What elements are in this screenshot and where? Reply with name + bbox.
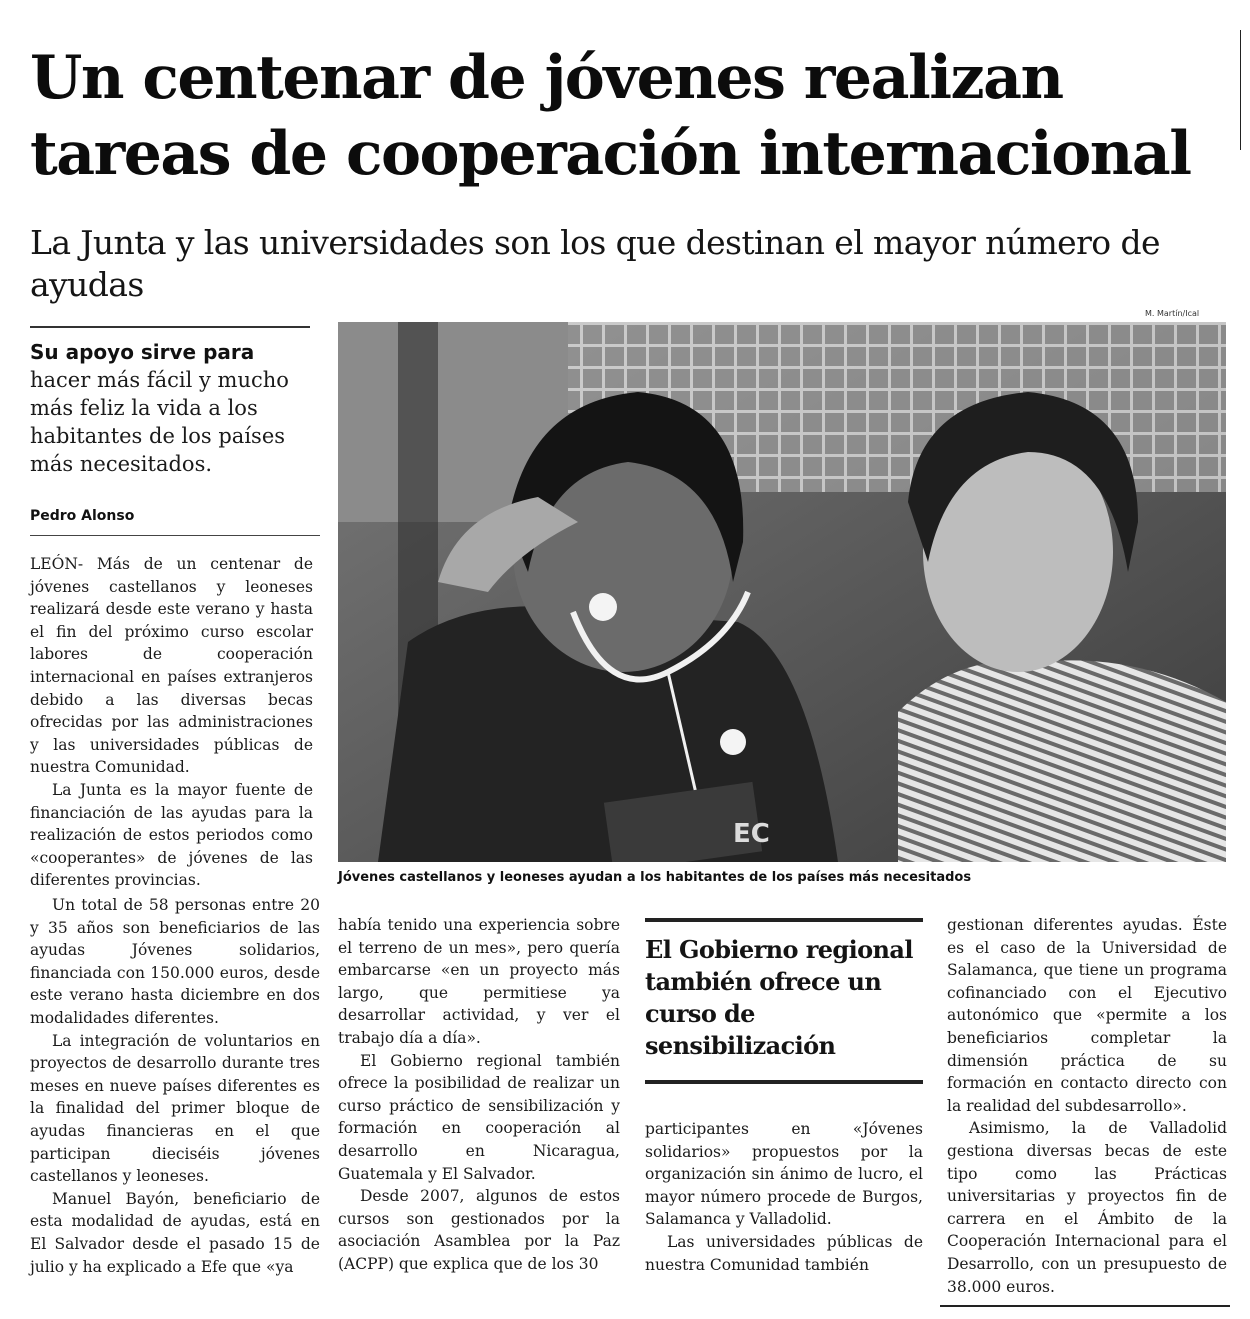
byline-rule [30, 535, 320, 536]
paragraph: participantes en «Jóvenes solidarios» propuestos por la organización sin ánimo de lucro, el mayor número procede de Burgos, Salamanca y Valladolid. [645, 1120, 923, 1229]
article-photo [338, 322, 1226, 862]
paragraph: Asimismo, la de Valladolid gestiona diversas becas de este tipo como las Prácticas universitarias y proyectos fin de carrera en el Ámbito de la Cooperación Internacional para el Desarrollo, con un presupuesto de 38.000 euros. [947, 1119, 1227, 1296]
paragraph: La Junta es la mayor fuente de financiación de las ayudas para la realización de estos periodos como «cooperantes» de jóvenes de las diferentes provincias. [30, 780, 313, 890]
sidebar-box-rule-top [645, 918, 923, 922]
photo-illustration [338, 322, 1226, 862]
lead-bold-text: Su apoyo sirve para [30, 340, 255, 364]
paragraph: gestionan diferentes ayudas. Éste es el caso de la Universidad de Salamanca, que tiene un programa cofinanciado con el Ejecutivo autonómico que «permite a los beneficiarios completar la dimensión práctica de su formación en contacto directo con la realidad del subdesarrollo». [947, 916, 1227, 1115]
sidebar-box-title: El Gobierno regional también ofrece un curso de sensibilización [645, 935, 913, 1060]
column-rule [1240, 30, 1241, 150]
headline-line-1: Un centenar de jóvenes realizan [30, 43, 1063, 113]
bottom-rule [940, 1305, 1230, 1307]
photo-caption: Jóvenes castellanos y leoneses ayudan a los habitantes de los países más necesitados [338, 870, 972, 885]
paragraph: Manuel Bayón, beneficiario de esta modalidad de ayudas, está en El Salvador desde el pasado 15 de julio y ha explicado a Efe que «ya [30, 1189, 320, 1276]
body-column-1 [30, 553, 313, 892]
paragraph: El Gobierno regional también ofrece la posibilidad de realizar un curso práctico de sensibilización y formación en cooperación al desarrollo en Nicaragua, Guatemala y El Salvador. [338, 1051, 620, 1183]
photo-credit: M. Martín/Ical [1145, 309, 1200, 318]
paragraph: Desde 2007, algunos de estos cursos son gestionados por la asociación Asamblea por la Paz (ACPP) que explica que de los 30 [338, 1187, 620, 1273]
subheadline: La Junta y las universidades son los que destinan el mayor número de ayudas [30, 223, 1160, 304]
byline: Pedro Alonso [30, 508, 135, 524]
body-column-4 [947, 914, 1227, 1298]
paragraph: La integración de voluntarios en proyectos de desarrollo durante tres meses en nueve países diferentes es la finalidad del primer bloque de ayudas financieras en el que participan dieciséis jóvenes castellanos y leoneses. [30, 1031, 320, 1186]
paragraph: había tenido una experiencia sobre el terreno de un mes», pero quería embarcarse «en un proyecto más largo, que permitiese ya desarrollar actividad, y ver el trabajo día a día». [338, 916, 620, 1047]
paragraph: Un total de 58 personas entre 20 y 35 años son beneficiarios de las ayudas Jóvenes solidarios, financiada con 150.000 euros, desde este verano hasta diciembre en dos modalidades diferentes. [30, 896, 320, 1027]
headline-line-2: tareas de cooperación internacional [30, 119, 1191, 189]
paragraph: LEÓN- Más de un centenar de jóvenes castellanos y leoneses realizará desde este verano y hasta el fin del próximo curso escolar labores de cooperación internacional en países extranjeros debido a las diversas becas ofrecidas por las administraciones y las universidades públicas de nuestra Comunidad. [30, 555, 313, 777]
sidebar-box-rule-bottom [645, 1080, 923, 1084]
lead-text: hacer más fácil y mucho más feliz la vida a los habitantes de los países más necesitados. [30, 368, 289, 476]
paragraph: Las universidades públicas de nuestra Comunidad también [645, 1232, 923, 1274]
lead-rule [30, 326, 310, 328]
body-column-3 [645, 1118, 923, 1276]
svg-text:EC: EC [733, 819, 770, 849]
body-column-1-lower [30, 894, 320, 1278]
body-column-2 [338, 914, 620, 1276]
headline [30, 40, 1230, 192]
